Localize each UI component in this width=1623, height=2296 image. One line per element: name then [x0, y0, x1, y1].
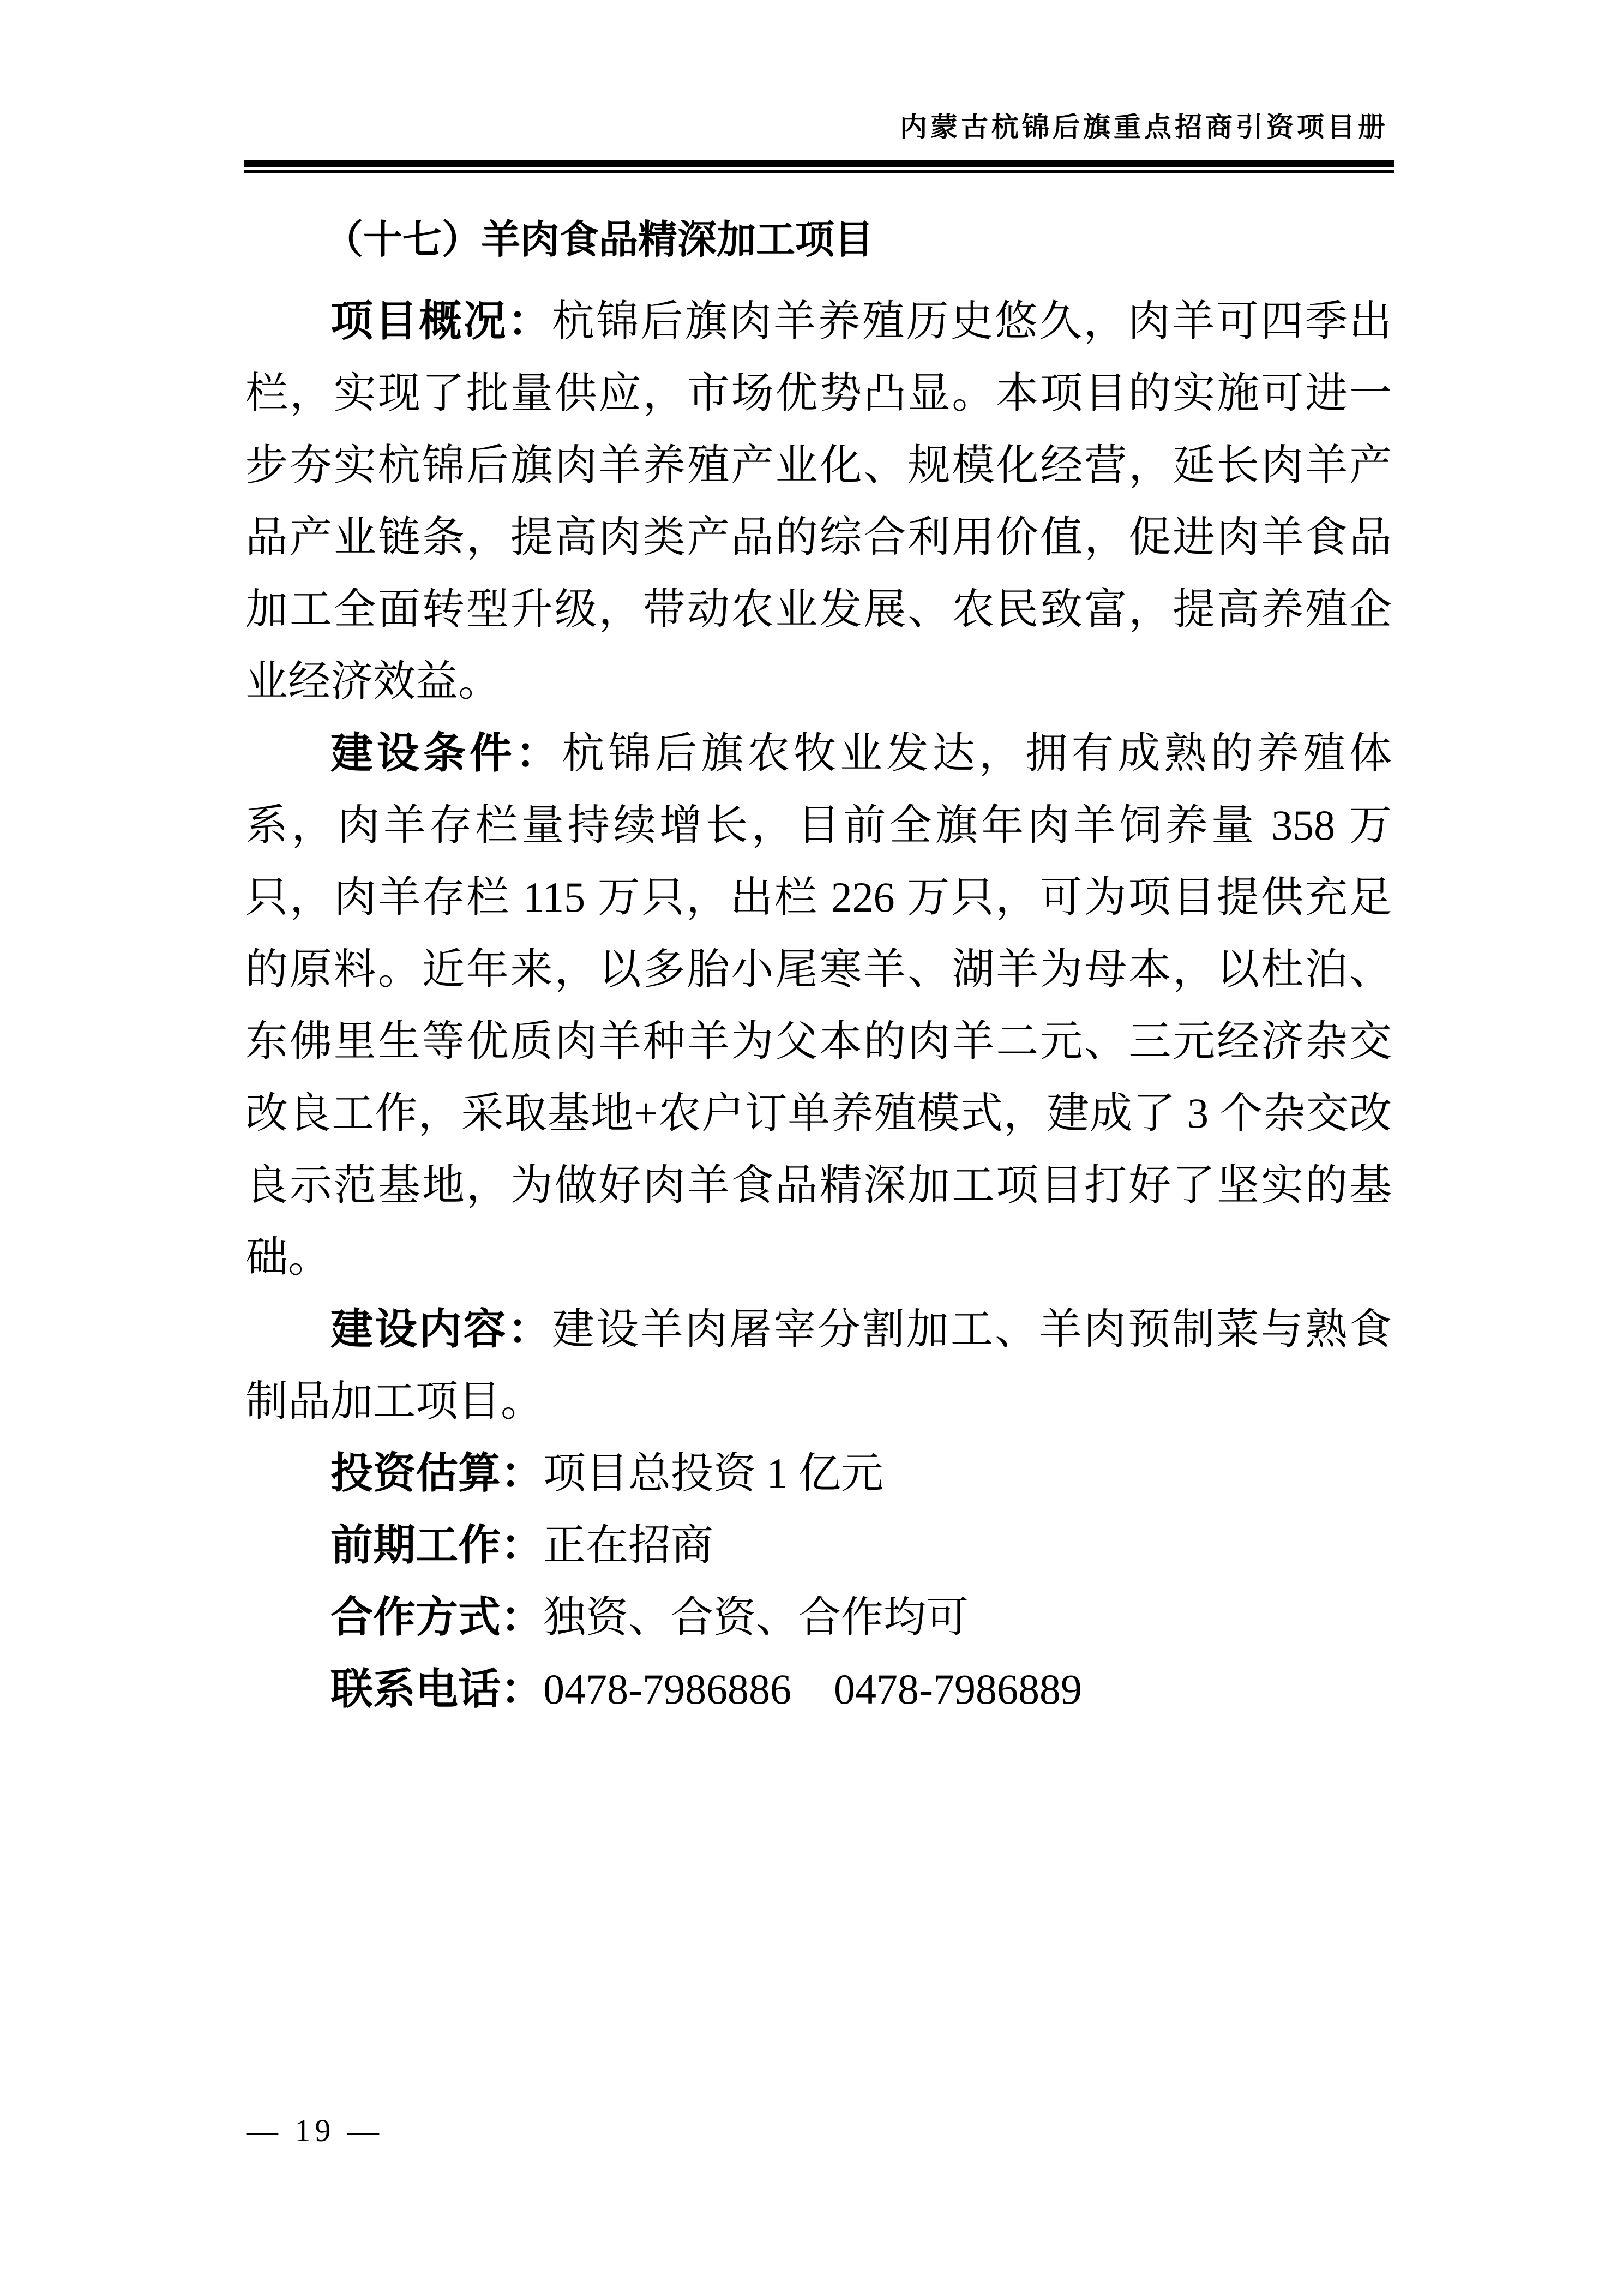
construction-content-paragraph — [245, 1293, 1392, 1437]
preliminary-work-label: 前期工作： — [330, 1521, 544, 1569]
construction-conditions-paragraph — [245, 717, 1392, 1293]
document-body — [245, 210, 1392, 1725]
header-rule-thick-line — [244, 160, 1394, 167]
page-number: — 19 — — [247, 2113, 383, 2148]
cooperation-mode-line — [245, 1581, 1392, 1653]
cooperation-mode-label: 合作方式： — [330, 1593, 544, 1641]
investment-estimate-text: 项目总投资 1 亿元 — [543, 1449, 884, 1497]
section-title: （十七）羊肉食品精深加工项目 — [324, 218, 874, 262]
construction-conditions-text: 杭锦后旗农牧业发达，拥有成熟的养殖体系，肉羊存栏量持续增长，目前全旗年肉羊饲养量 358 万只，肉羊存栏 115 万只，出栏 226 万只，可为项目提供充足的原料。近年来，以多胎小尾寒羊、湖羊为母本，以杜泊、东佛里生等优质肉羊种羊为父本的肉羊二元、三元经济杂交改良工作，采取基地+农户订单养殖模式，建成了 3 个杂交改良示范基地，为做好肉羊食品精深加工项目打好了坚实的基础。 — [245, 729, 1392, 1281]
construction-content-label: 建设内容： — [330, 1305, 552, 1353]
header-rule-thin-line — [244, 170, 1394, 173]
preliminary-work-text: 正在招商 — [543, 1521, 714, 1569]
project-overview-label: 项目概况： — [330, 297, 552, 345]
running-header-title: 内蒙古杭锦后旗重点招商引资项目册 — [900, 112, 1388, 142]
preliminary-work-line — [245, 1509, 1392, 1581]
contact-phone-text: 0478-7986886 0478-7986889 — [543, 1665, 1082, 1713]
project-overview-text: 杭锦后旗肉羊养殖历史悠久，肉羊可四季出栏，实现了批量供应，市场优势凸显。本项目的实施可进一步夯实杭锦后旗肉羊养殖产业化、规模化经营，延长肉羊产品产业链条，提高肉类产品的综合利用价值，促进肉羊食品加工全面转型升级，带动农业发展、农民致富，提高养殖企业经济效益。 — [245, 297, 1392, 705]
contact-phone-label: 联系电话： — [330, 1665, 544, 1713]
construction-conditions-label: 建设条件： — [330, 729, 562, 777]
cooperation-mode-text: 独资、合资、合作均可 — [543, 1593, 969, 1641]
construction-content-text: 建设羊肉屠宰分割加工、羊肉预制菜与熟食制品加工项目。 — [245, 1305, 1392, 1425]
project-overview-paragraph — [245, 285, 1392, 717]
contact-phone-line — [245, 1653, 1392, 1725]
header-divider-rule — [244, 160, 1394, 173]
investment-estimate-line — [245, 1437, 1392, 1509]
investment-estimate-label: 投资估算： — [330, 1449, 544, 1497]
